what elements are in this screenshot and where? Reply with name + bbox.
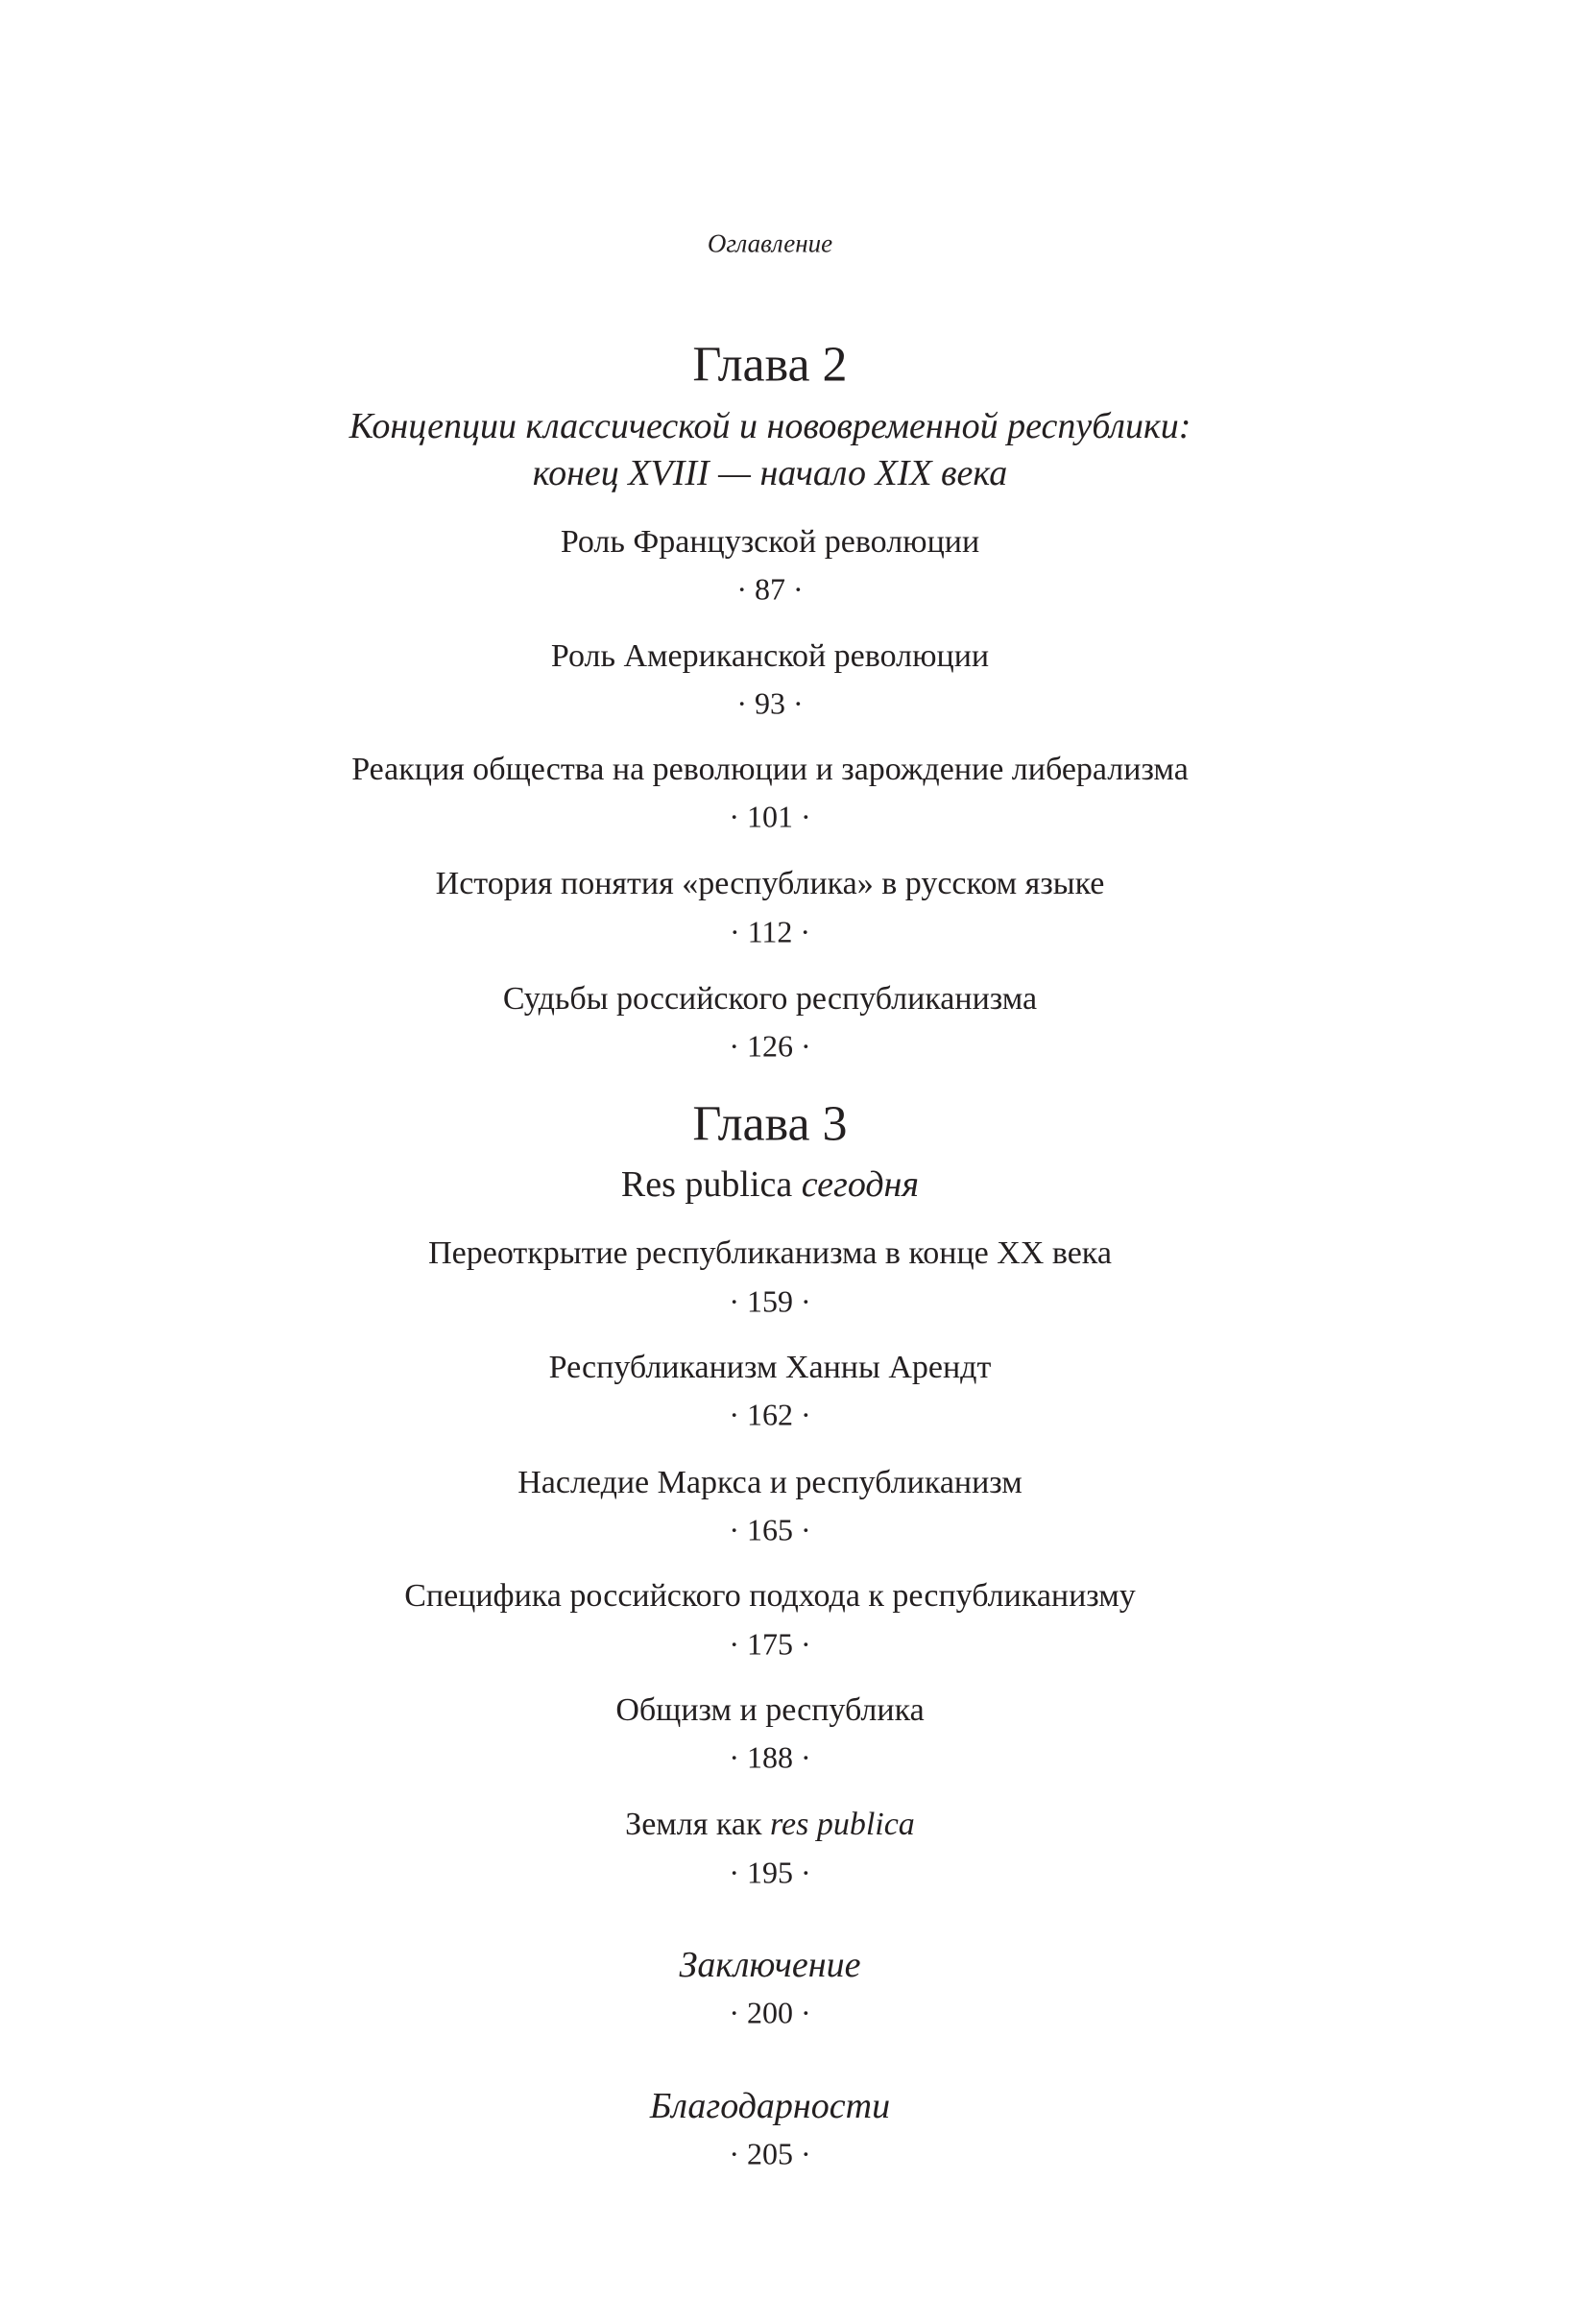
toc-entry-page: · 175 ·	[729, 1626, 811, 1662]
chapter-3-title: Глава 3	[692, 1096, 848, 1152]
toc-entry-title[interactable]: Роль Французской революции	[560, 524, 980, 560]
toc-entry-page: · 188 ·	[729, 1739, 811, 1775]
toc-entry-page: · 165 ·	[729, 1512, 811, 1547]
toc-entry-page: · 159 ·	[729, 1283, 811, 1319]
toc-entry-title[interactable]: История понятия «республика» в русском языке	[435, 866, 1105, 901]
toc-entry-title[interactable]	[0, 1807, 1540, 1843]
toc-entry-title[interactable]: Общизм и республика	[615, 1692, 925, 1728]
running-head: Оглавление	[707, 228, 833, 258]
toc-entry-title[interactable]: Наследие Маркса и республиканизм	[517, 1465, 1023, 1500]
toc-entry-title[interactable]: Специфика российского подхода к республиканизму	[404, 1578, 1136, 1614]
toc-entry-title[interactable]: Реакция общества на революции и зарождение либерализма	[351, 752, 1189, 787]
subtitle-roman: Res publica	[620, 1164, 793, 1205]
toc-entry-page: · 162 ·	[729, 1397, 811, 1432]
title-italic: res publica	[770, 1807, 915, 1842]
toc-entry-page: · 126 ·	[729, 1028, 811, 1064]
toc-entry-page: · 195 ·	[729, 1855, 811, 1890]
chapter-2-subtitle-line1: Концепции классической и нововременной республики:	[349, 406, 1191, 446]
conclusion-title[interactable]: Заключение	[679, 1945, 861, 1985]
conclusion-page: · 200 ·	[729, 1995, 811, 2030]
toc-entry-title[interactable]: Республиканизм Ханны Арендт	[548, 1350, 992, 1385]
chapter-2-title: Глава 2	[692, 337, 848, 393]
acknowledgements-title[interactable]: Благодарности	[649, 2086, 891, 2126]
acknowledgements-page: · 205 ·	[729, 2136, 811, 2171]
chapter-3-subtitle	[0, 1163, 1540, 1206]
toc-entry-title[interactable]: Переоткрытие республиканизма в конце XX века	[428, 1235, 1112, 1271]
chapter-2-subtitle-line2: конец XVIII — начало XIX века	[532, 453, 1008, 493]
toc-entry-page: · 112 ·	[729, 914, 811, 949]
toc-entry-page: · 93 ·	[736, 685, 804, 721]
toc-entry-page: · 101 ·	[729, 799, 811, 834]
subtitle-italic: сегодня	[801, 1164, 920, 1205]
toc-entry-title[interactable]: Судьбы российского республиканизма	[502, 981, 1038, 1017]
title-roman: Земля как	[625, 1807, 762, 1842]
toc-entry-title[interactable]: Роль Американской революции	[550, 638, 990, 674]
toc-entry-page: · 87 ·	[736, 571, 804, 607]
